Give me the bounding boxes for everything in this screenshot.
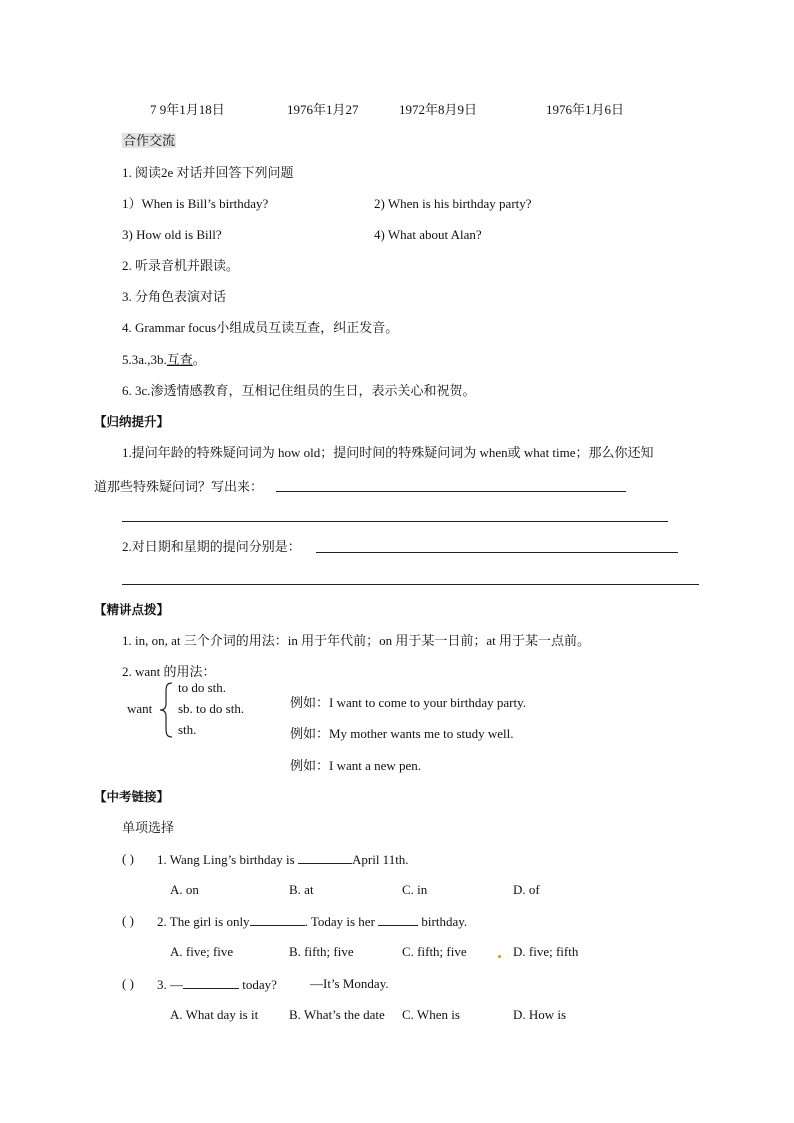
option-a[interactable]: A. on <box>170 882 199 897</box>
stem-part: 3. — <box>157 977 183 992</box>
question-2: 2) When is his birthday party? <box>374 196 532 211</box>
date-3: 1972年8月9日 <box>399 102 478 117</box>
want-use-1: to do sth. <box>178 680 227 695</box>
stem-part: today? <box>239 977 277 992</box>
coop-item-4: 4. Grammar focus小组成员互读互查，纠正发音。 <box>122 320 399 335</box>
want-use-3: sth. <box>178 722 197 737</box>
answer-line[interactable] <box>122 584 699 585</box>
question-3: 3) How old is Bill? <box>122 227 222 242</box>
explain-p2: 2. want 的用法： <box>122 664 216 679</box>
exam-subtitle: 单项选择 <box>122 820 175 835</box>
curly-brace-icon <box>158 681 174 739</box>
coop-title-text: 合作交流 <box>123 133 176 148</box>
example-2: 例如：My mother wants me to study well. <box>290 726 514 741</box>
question-stem <box>157 851 409 868</box>
want-use-2: sb. to do sth. <box>178 701 245 716</box>
coop-item-5 <box>122 352 206 368</box>
question-stem <box>157 976 277 993</box>
summary-title: 【归纳提升】 <box>94 414 170 429</box>
question-response: —It’s Monday. <box>310 976 389 991</box>
explain-title: 【精讲点拨】 <box>94 602 170 617</box>
question-4: 4) What about Alan? <box>374 227 482 242</box>
coop-item-5-underlined: 互查 <box>166 352 193 367</box>
stem-part: birthday. <box>418 914 468 929</box>
option-a[interactable]: A. What day is it <box>170 1007 259 1022</box>
decorative-mark <box>498 955 501 958</box>
blank-line[interactable] <box>183 976 239 989</box>
option-d[interactable]: D. How is <box>513 1007 567 1022</box>
question-1: 1）When is Bill’s birthday? <box>122 196 269 211</box>
stem-part: 2. The girl is only <box>157 914 250 929</box>
answer-line[interactable] <box>122 521 668 522</box>
coop-item-5-prefix: 5.3a.,3b. <box>122 352 167 367</box>
option-c[interactable]: C. in <box>402 882 428 897</box>
answer-paren[interactable]: ( ) <box>122 851 134 866</box>
option-a[interactable]: A. five; five <box>170 944 234 959</box>
stem-part: . Today is her <box>304 914 379 929</box>
example-3: 例如：I want a new pen. <box>290 758 422 773</box>
blank-line[interactable] <box>250 913 305 926</box>
coop-item-3: 3. 分角色表演对话 <box>122 289 227 304</box>
date-1: 7 9年1月18日 <box>150 102 225 117</box>
coop-item-2: 2. 听录音机并跟读。 <box>122 258 240 273</box>
question-stem <box>157 913 467 930</box>
option-b[interactable]: B. What’s the date <box>289 1007 385 1022</box>
answer-line[interactable] <box>276 491 626 492</box>
option-c[interactable]: C. When is <box>402 1007 460 1022</box>
answer-paren[interactable]: ( ) <box>122 913 134 928</box>
exam-title: 【中考链接】 <box>94 789 170 804</box>
coop-item-6: 6. 3c.渗透情感教育，互相记住组员的生日，表示关心和祝贺。 <box>122 383 476 398</box>
date-4: 1976年1月6日 <box>546 102 625 117</box>
option-b[interactable]: B. fifth; five <box>289 944 354 959</box>
summary-p1-line2: 道那些特殊疑问词？写出来： <box>94 479 264 494</box>
coop-title <box>122 133 176 149</box>
stem-part: 1. Wang Ling’s birthday is <box>157 852 298 867</box>
blank-line[interactable] <box>378 913 418 926</box>
option-b[interactable]: B. at <box>289 882 314 897</box>
option-c[interactable]: C. fifth; five <box>402 944 467 959</box>
answer-paren[interactable]: ( ) <box>122 976 134 991</box>
option-d[interactable]: D. five; fifth <box>513 944 579 959</box>
answer-line[interactable] <box>316 552 678 553</box>
option-d[interactable]: D. of <box>513 882 540 897</box>
stem-part: April 11th. <box>351 852 409 867</box>
coop-item-5-suffix: 。 <box>192 352 206 367</box>
coop-item-1: 1. 阅读2e 对话并回答下列问题 <box>122 165 294 180</box>
summary-p1-line1: 1.提问年龄的特殊疑问词为 how old；提问时间的特殊疑问词为 when或 what time；那么你还知 <box>122 445 654 460</box>
date-2: 1976年1月27 <box>287 102 359 117</box>
example-1: 例如：I want to come to your birthday party. <box>290 695 526 710</box>
summary-p2: 2.对日期和星期的提问分别是： <box>122 539 301 554</box>
want-label: want <box>127 701 153 716</box>
explain-p1: 1. in, on, at 三个介词的用法：in 用于年代前；on 用于某一日前；at 用于某一点前。 <box>122 633 590 648</box>
blank-line[interactable] <box>298 851 352 864</box>
